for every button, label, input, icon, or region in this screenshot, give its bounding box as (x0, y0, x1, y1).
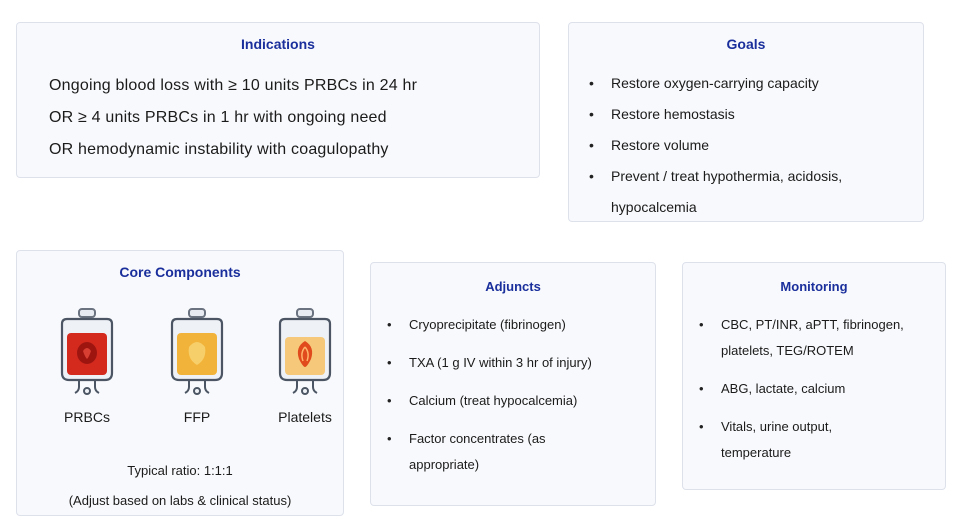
red-blood-bag-icon (59, 307, 115, 397)
adjuncts-list (381, 312, 655, 478)
platelets-label: Platelets (278, 409, 332, 425)
goal-item: • Restore oxygen-carrying capacity (583, 68, 923, 99)
goals-title: Goals (726, 36, 766, 52)
goal-item: • Prevent / treat hypothermia, acidosis, hypocalcemia (583, 161, 871, 223)
monitoring-item: • Vitals, urine output, temperature (693, 414, 891, 466)
ffp-label: FFP (183, 409, 211, 425)
indication-line: OR hemodynamic instability with coagulopathy (49, 141, 389, 158)
core-components-card (16, 250, 344, 516)
indications-text (49, 70, 539, 166)
goal-item: • Restore hemostasis (583, 99, 923, 130)
plasma-bag-icon (169, 307, 225, 397)
goal-item: • Restore volume (583, 130, 923, 161)
typical-ratio: Typical ratio: 1:1:1 (127, 463, 233, 478)
monitoring-list (693, 312, 945, 466)
monitoring-item: • ABG, lactate, calcium (693, 376, 951, 402)
adjunct-item: • TXA (1 g IV within 3 hr of injury) (381, 350, 655, 376)
adjuncts-card (370, 262, 656, 506)
monitoring-card (682, 262, 946, 490)
core-components-title: Core Components (119, 264, 241, 280)
monitoring-title: Monitoring (780, 279, 848, 294)
platelet-bag-icon (277, 307, 333, 397)
indications-card (16, 22, 540, 178)
indication-line: OR ≥ 4 units PRBCs in 1 hr with ongoing need (49, 109, 387, 126)
ratio-note: (Adjust based on labs & clinical status) (68, 493, 292, 508)
prbc-label: PRBCs (64, 409, 110, 425)
monitoring-item: • CBC, PT/INR, aPTT, fibrinogen, platelets, TEG/ROTEM (693, 312, 951, 364)
platelets-component (265, 307, 345, 425)
adjuncts-title: Adjuncts (485, 279, 541, 294)
blood-product-bags (17, 307, 343, 457)
ffp-component (157, 307, 237, 425)
indication-line: Ongoing blood loss with ≥ 10 units PRBCs in 24 hr (49, 77, 418, 94)
goals-list (583, 68, 923, 223)
indications-title: Indications (241, 36, 315, 52)
prbc-component (47, 307, 127, 425)
adjunct-item: • Calcium (treat hypocalcemia) (381, 388, 655, 414)
adjunct-item: • Factor concentrates (as appropriate) (381, 426, 579, 478)
adjunct-item: • Cryoprecipitate (fibrinogen) (381, 312, 655, 338)
goals-card (568, 22, 924, 222)
